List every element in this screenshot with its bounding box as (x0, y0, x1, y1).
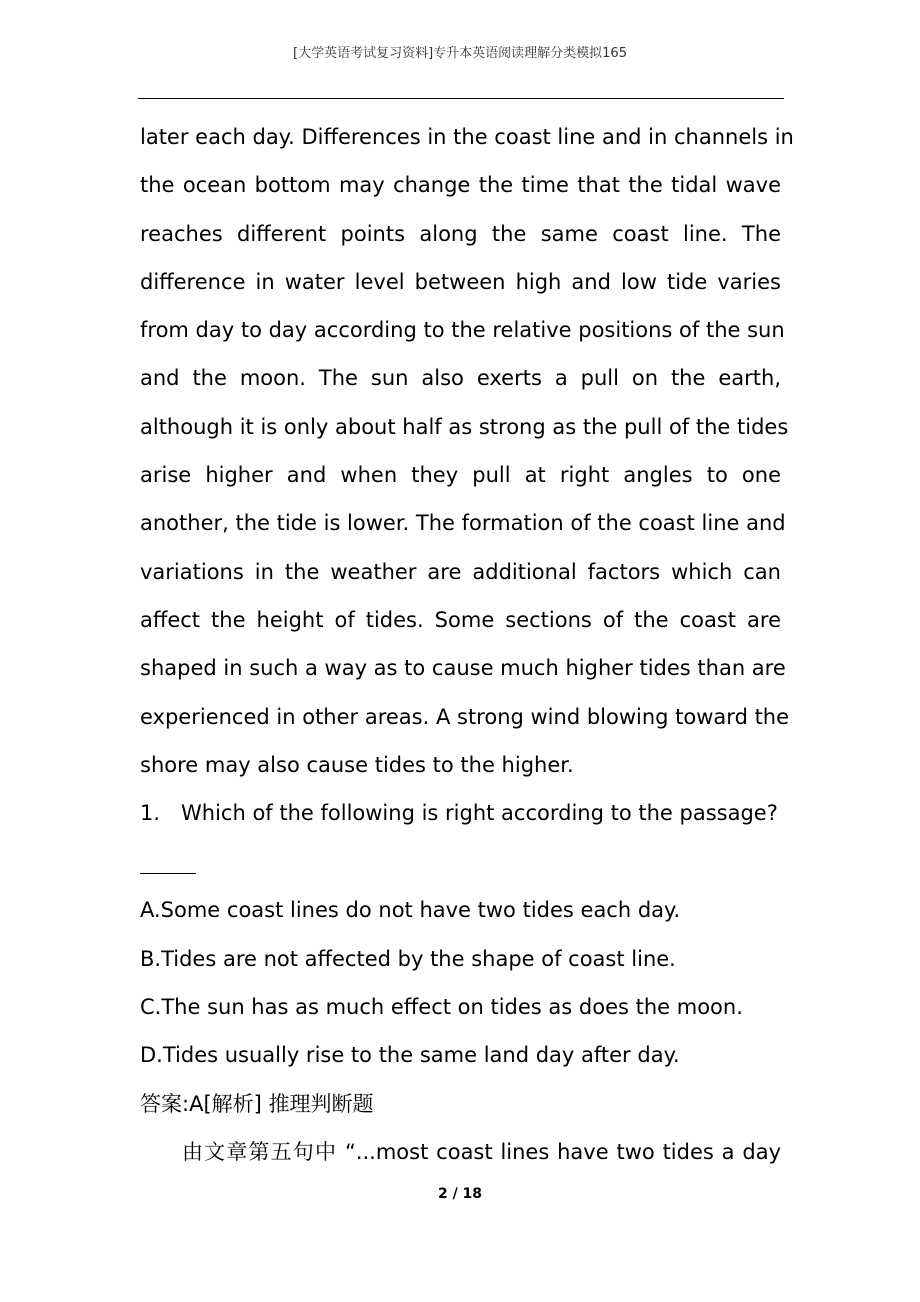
passage-line: although it is only about half as strong as the pull of the tides (140, 414, 789, 439)
passage-line: reaches different points along the same coast line. The (140, 221, 781, 246)
passage-line: variations in the weather are additional factors which can (140, 559, 781, 584)
passage-line: and the moon. The sun also exerts a pull on the earth, (140, 366, 781, 391)
passage-line: arise higher and when they pull at right angles to one (140, 463, 781, 488)
running-header: [大学英语考试复习资料]专升本英语阅读理解分类模拟165 (293, 46, 627, 61)
options-list (140, 886, 781, 1079)
page-body (140, 113, 794, 1176)
page-number: 2 / 18 (437, 1186, 483, 1202)
passage-line: affect the height of tides. Some sections of the coast are (140, 607, 781, 632)
header-divider (138, 98, 784, 99)
passage-line: later each day. Differences in the coast line and in channels in (140, 125, 794, 149)
answer-blank (140, 837, 196, 874)
passage-line: from day to day according to the relative positions of the sun (140, 318, 785, 343)
option-a: A.Some coast lines do not have two tides each day. (140, 898, 681, 923)
question-number: 1. (140, 801, 161, 826)
passage-line: experienced in other areas. A strong wind blowing toward the (140, 704, 790, 729)
question-text: Which of the following is right according to the passage? (181, 801, 778, 826)
passage-line: shaped in such a way as to cause much higher tides than are (140, 656, 786, 681)
passage-line: the ocean bottom may change the time that the tidal wave (140, 173, 781, 198)
answer-label: 答案:A[解析] 推理判断题 (140, 1091, 374, 1116)
passage-line: difference in water level between high and low tide varies (140, 269, 781, 294)
passage-line: shore may also cause tides to the higher. (140, 752, 574, 777)
option-b: B.Tides are not affected by the shape of coast line. (140, 946, 676, 971)
passage (140, 113, 794, 789)
passage-line: another, the tide is lower. The formation of the coast line and (140, 511, 786, 536)
option-d: D.Tides usually rise to the same land day after day. (140, 1043, 680, 1068)
answer-explanation: 由文章第五句中 “...most coast lines have two tides a day (182, 1139, 781, 1164)
question (140, 789, 781, 837)
option-c: C.The sun has as much effect on tides as does the moon. (140, 995, 743, 1020)
